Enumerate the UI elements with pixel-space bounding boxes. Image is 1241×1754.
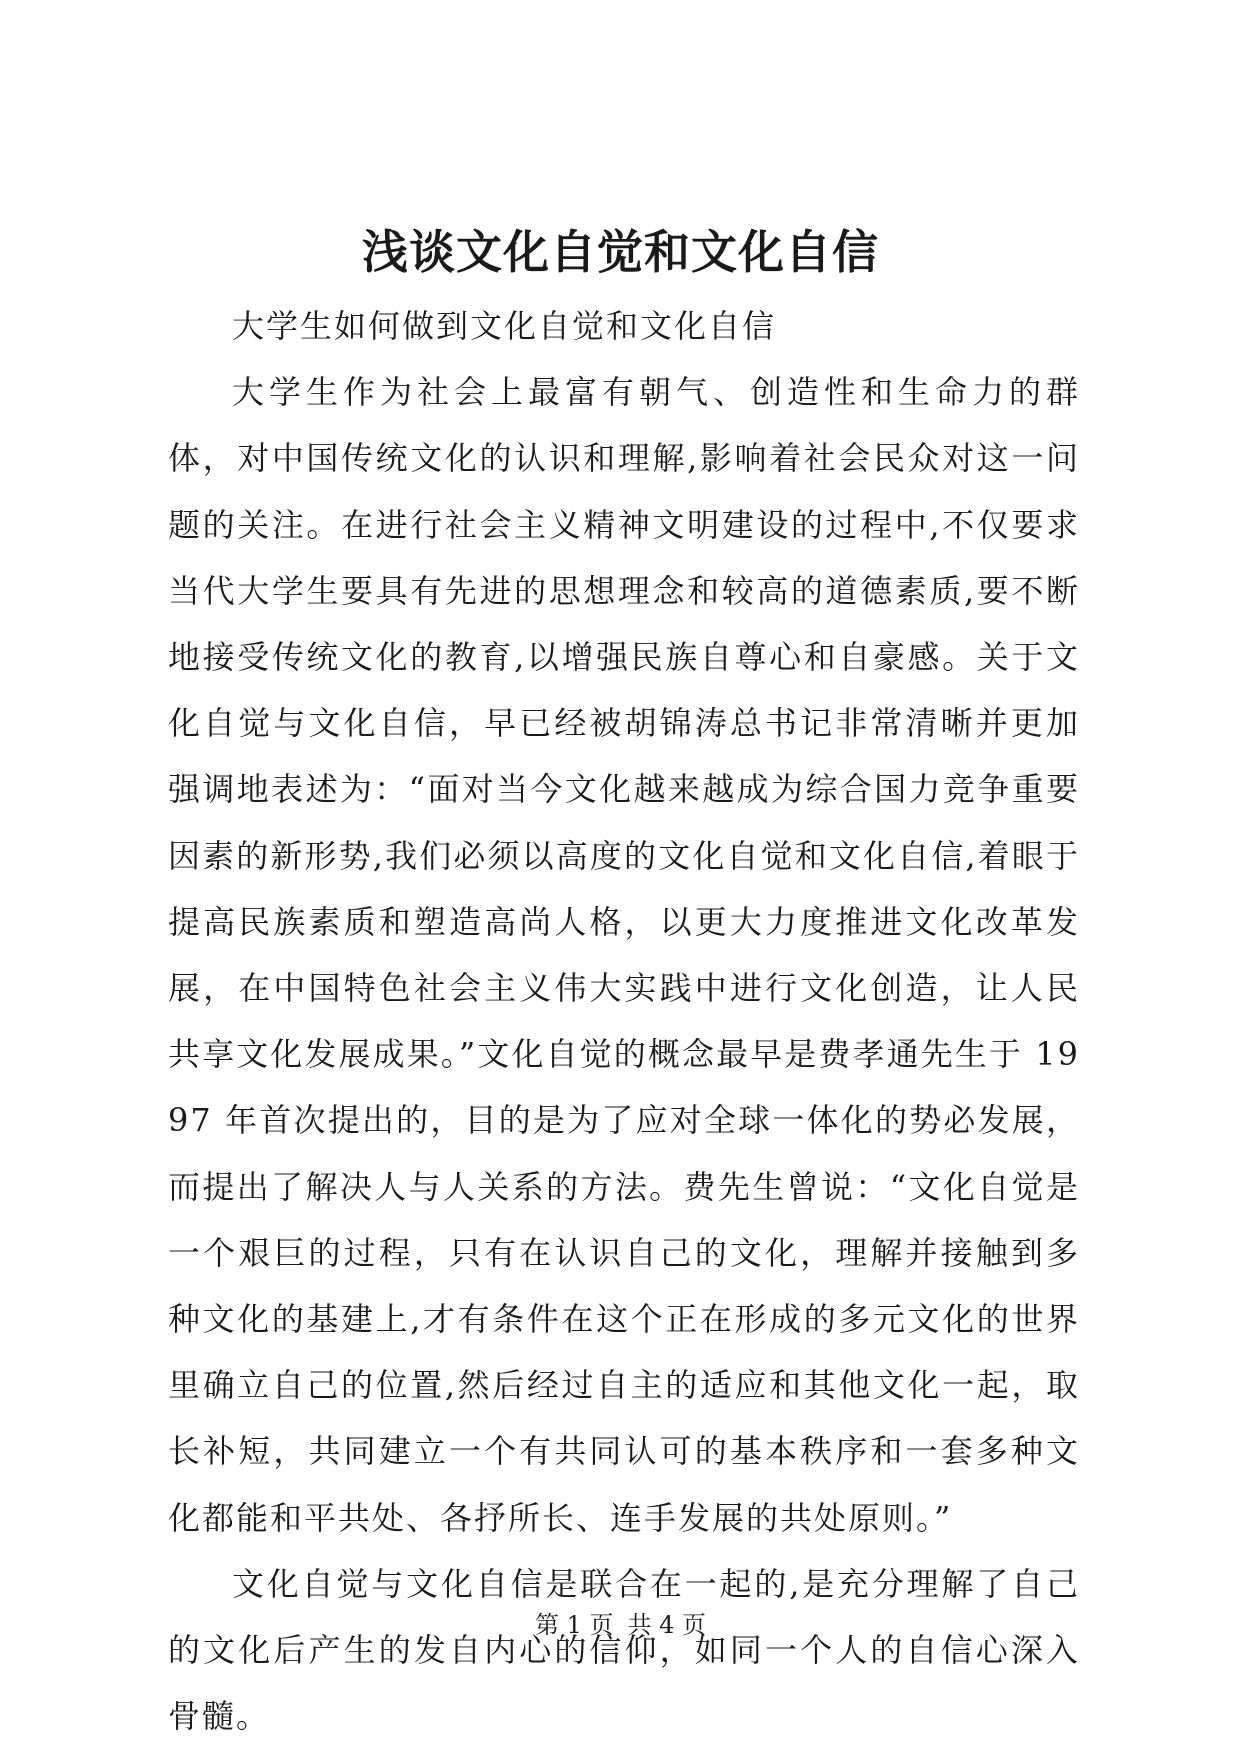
subtitle-paragraph: 大学生如何做到文化自觉和文化自信 <box>232 307 777 345</box>
document-title: 浅谈文化自觉和文化自信 <box>362 225 879 279</box>
body-paragraph: 大学生作为社会上最富有朝气、创造性和生命力的群体，对中国传统文化的认识和理解,影响着社会民众对这一问题的关注。在进行社会主义精神文明建设的过程中,不仅要求当代大学生要具有先进的思想理念和较高的道德素质,要不断地接受传统文化的教育,以增强民族自尊心和自豪感。关于文化自觉与文化自信，早已经被胡锦涛总书记非常清晰并更加强调地表述为：“面对当今文化越来越成为综合国力竞争重要因素的新形势,我们必须以高度的文化自觉和文化自信,着眼于提高民族素质和塑造高尚人格，以更大力度推进文化改革发展，在中国特色社会主义伟大实践中进行文化创造，让人民共享文化发展成果。”文化自觉的概念最早是费孝通先生于 1997 年首次提出的，目的是为了应对全球一体化的势必发展，而提出了解决人与人关系的方法。费先生曾说：“文化自觉是一个艰巨的过程，只有在认识自己的文化，理解并接触到多种文化的基建上,才有条件在这个正在形成的多元文化的世界里确立自己的位置,然后经过自主的适应和其他文化一起，取长补短，共同建立一个有共同认可的基本秩序和一套多种文化都能和平共处、各抒所长、连手发展的共处原则。” <box>168 373 1080 1537</box>
document-body <box>168 293 1080 1749</box>
page-number: 第 1 页 <box>534 1611 614 1639</box>
page-footer <box>0 1610 1241 1640</box>
body-paragraph: 文化自觉与文化自信是联合在一起的,是充分理解了自己的文化后产生的发自内心的信仰，如同一个人的自信心深入骨髓。 <box>168 1564 1080 1736</box>
page-total: 共 4 页 <box>627 1611 707 1639</box>
